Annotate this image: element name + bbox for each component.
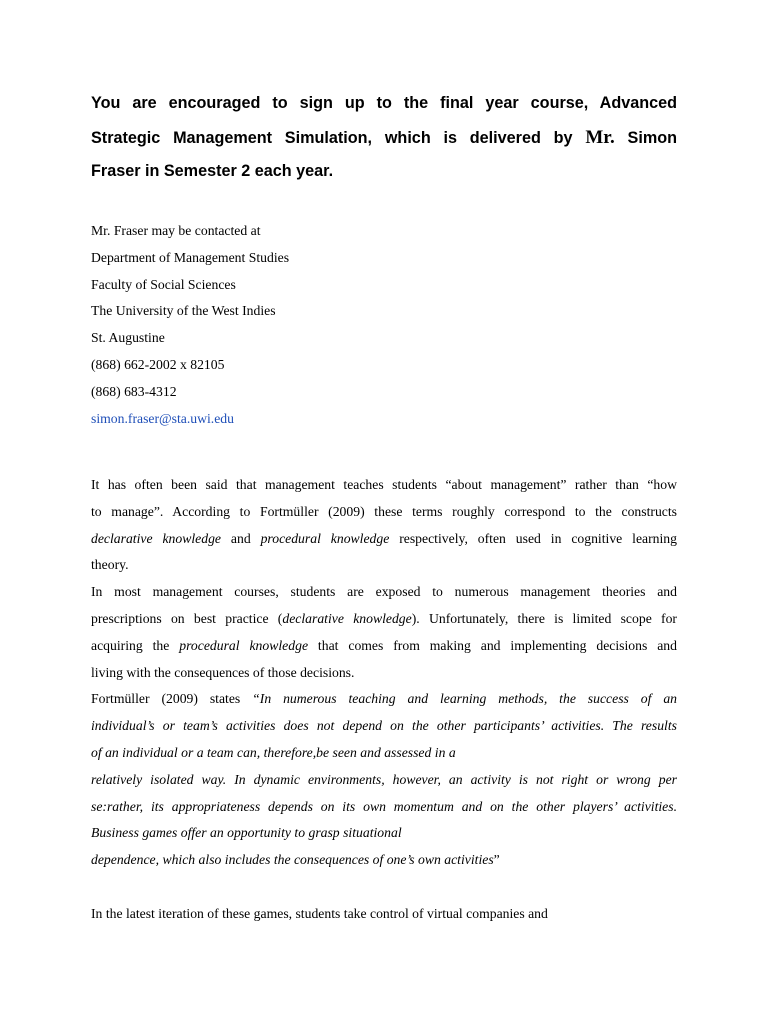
p2-line-3-b: that comes from making and implementing decisions and bbox=[308, 637, 677, 653]
p3-line-2: individual’s or team’s activities does not depend on the other participants’ activities. The results bbox=[91, 718, 677, 734]
p1-line-1: It has often been said that management teaches students “about management” rather than “how bbox=[91, 477, 677, 492]
heading-line-2-end: Simon bbox=[614, 128, 677, 147]
p2-line-2 bbox=[91, 606, 677, 633]
p2-line-4: living with the consequences of those decisions. bbox=[91, 664, 355, 680]
p3-close-quote: ” bbox=[493, 852, 500, 868]
p3-line-1 bbox=[91, 686, 677, 713]
body-text bbox=[91, 472, 677, 928]
p1-line-2: to manage”. According to Fortmüller (2009) these terms roughly correspond to the constructs bbox=[91, 503, 677, 519]
heading-line-2-text: Strategic Management Simulation, which is delivered by bbox=[91, 128, 586, 147]
contact-intro: Mr. Fraser may be contacted at bbox=[91, 223, 261, 238]
p1-line-3-mid: and bbox=[221, 530, 261, 546]
p3-line-1-a: Fortmüller (2009) states bbox=[91, 691, 253, 707]
p2-line-3 bbox=[91, 633, 677, 660]
contact-block bbox=[91, 218, 681, 432]
contact-department: Department of Management Studies bbox=[91, 249, 290, 265]
p1-term-declarative: declarative knowledge bbox=[91, 530, 221, 546]
heading-line-2 bbox=[91, 121, 677, 156]
p2-line-2-b: ). Unfortunately, there is limited scope for bbox=[411, 610, 677, 626]
p1-line-3 bbox=[91, 526, 677, 553]
p3-line-3: of an individual or a team can, therefore,be seen and assessed in a bbox=[91, 744, 456, 760]
p2-term-procedural: procedural knowledge bbox=[179, 637, 309, 653]
p2-line-2-a: prescriptions on best practice ( bbox=[91, 610, 283, 626]
course-heading bbox=[91, 87, 677, 189]
contact-phone-2: (868) 683-4312 bbox=[91, 383, 177, 399]
p1-term-procedural: procedural knowledge bbox=[260, 530, 390, 546]
p3-line-7 bbox=[91, 847, 677, 874]
p2-line-1: In most management courses, students are exposed to numerous management theories and bbox=[91, 584, 677, 600]
p2-line-3-a: acquiring the bbox=[91, 637, 180, 653]
contact-campus: St. Augustine bbox=[91, 330, 165, 346]
contact-faculty: Faculty of Social Sciences bbox=[91, 276, 236, 292]
heading-line-3: Fraser in Semester 2 each year. bbox=[91, 162, 334, 180]
heading-line-1: You are encouraged to sign up to the final year course, Advanced bbox=[91, 94, 677, 112]
p3-quote-end: dependence, which also includes the consequences of one’s own activities bbox=[91, 852, 494, 868]
p2-term-declarative: declarative knowledge bbox=[282, 610, 412, 626]
paragraph-gap bbox=[91, 874, 677, 901]
contact-email-link[interactable]: simon.fraser@sta.uwi.edu bbox=[91, 410, 234, 426]
p4-line-1: In the latest iteration of these games, students take control of virtual companies and bbox=[91, 905, 548, 921]
p3-line-4: relatively isolated way. In dynamic environments, however, an activity is not right or wrong per bbox=[91, 771, 677, 787]
p3-quote-start: “In numerous teaching and learning methods, the success of an bbox=[252, 691, 678, 707]
p1-line-3-end: respectively, often used in cognitive learning bbox=[389, 530, 677, 546]
p3-line-5: se:rather, its appropriateness depends on its own momentum and on the other players’ activities. bbox=[91, 798, 677, 814]
contact-university: The University of the West Indies bbox=[91, 303, 276, 319]
heading-mr: Mr. bbox=[585, 126, 615, 148]
p1-line-4: theory. bbox=[91, 557, 129, 573]
contact-phone-1: (868) 662-2002 x 82105 bbox=[91, 356, 225, 372]
p3-line-6: Business games offer an opportunity to grasp situational bbox=[91, 825, 402, 841]
